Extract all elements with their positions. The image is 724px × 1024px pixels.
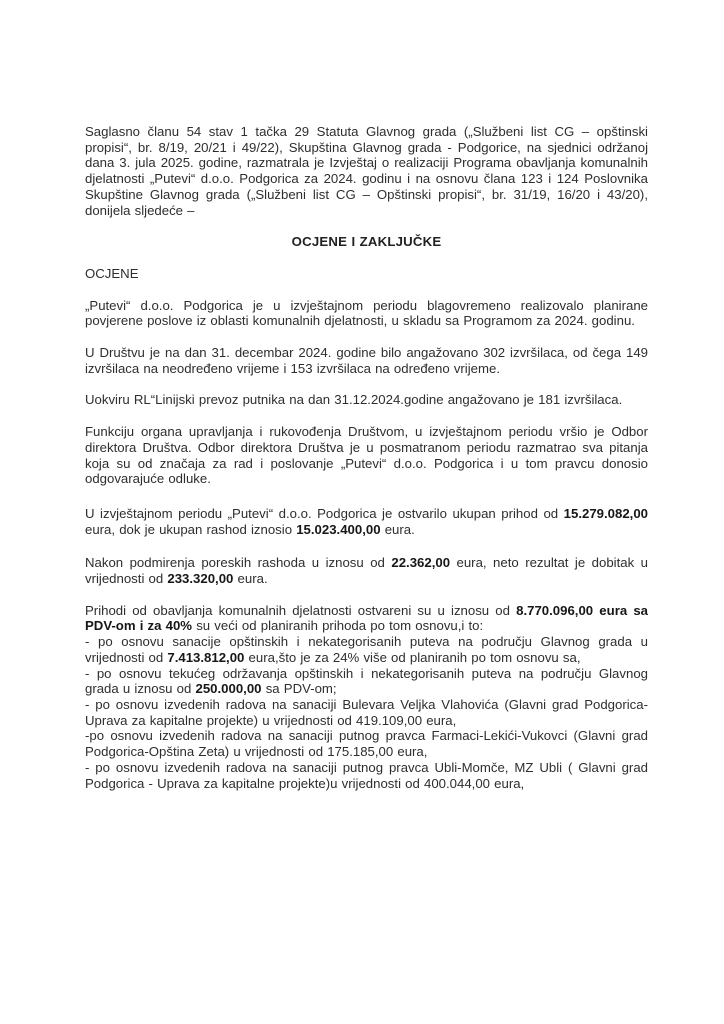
section-label-ocjene: OCJENE	[85, 265, 139, 281]
document-content	[85, 124, 648, 791]
paragraph-odbor-direktora: Funkciju organa upravljanja i rukovođenja Društvom, u izvještajnom periodu vršio je Odbor direktora Društva. Odbor direktora Društva je u posmatranom periodu razmatrao sva pitanja koja su od značaja za rad i poslovanje „Putevi“ d.o.o. Podgorica i u tom pravcu donosio odgovarajuće odluke.	[85, 424, 648, 487]
list-item: - po osnovu tekućeg održavanja opštinskih i nekategorisanih puteva na području Glavnog grada u iznosu od 250.000,00 sa PDV-om;	[85, 665, 648, 697]
paragraph-broj-zaposlenih: U Društvu je na dan 31. decembar 2024. godine bilo angažovano 302 izvršilaca, od čega 149 izvršilaca na neodređeno vrijeme i 153 izvršilaca na određeno vrijeme.	[85, 345, 648, 376]
document-title: OCJENE I ZAKLJUČKE	[291, 234, 442, 250]
prihodi-intro: Prihodi od obavljanja komunalnih djelatnosti ostvareni su u iznosu od 8.770.096,00 eura sa PDV-om i za 40% su veći od planiranih prihoda po tom osnovu,i to:	[85, 602, 648, 634]
paragraph-linijski-prevoz: Uokviru RL“Linijski prevoz putnika na dan 31.12.2024.godine angažovano je 181 izvršilaca.	[85, 392, 623, 408]
list-item: -po osnovu izvedenih radova na sanaciji putnog pravca Farmaci-Lekići-Vukovci (Glavni grad Podgorica-Opština Zeta) u vrijednosti od 175.185,00 eura,	[85, 728, 648, 760]
list-item: - po osnovu izvedenih radova na sanaciji Bulevara Veljka Vlahovića (Glavni grad Podgorica-Uprava za kapitalne projekte) u vrijednosti od 419.109,00 eura,	[85, 696, 648, 728]
paragraph-neto-rezultat: Nakon podmirenja poreskih rashoda u iznosu od 22.362,00 eura, neto rezultat je dobitak u vrijednosti od 233.320,00 eura.	[85, 555, 649, 587]
opening-paragraph: Saglasno članu 54 stav 1 tačka 29 Statuta Glavnog grada („Službeni list CG – opštinski propisi“, br. 8/19, 20/21 i 49/22), Skupština Glavnog grada - Podgorice, na sjednici održanoj dana 3. jula 2025. godine, razmatrala je Izvještaj o realizaciji Programa obavljanja komunalnih djelatnosti „Putevi“ d.o.o. Podgorica za 2024. godinu i na osnovu člana 123 i 124 Poslovnika Skupštine Glavnog grada („Službeni list CG – Opštinski propisi“, br. 31/19, 16/20 i 43/20), donijela sljedeće –	[85, 124, 648, 218]
paragraph-prihod-rashod: U izvještajnom periodu „Putevi“ d.o.o. Podgorica je ostvarilo ukupan prihod od 15.279.082,00 eura, dok je ukupan rashod iznosio 15.023.400,00 eura.	[85, 505, 648, 537]
paragraph-realizacija-programa: „Putevi“ d.o.o. Podgorica je u izvještajnom periodu blagovremeno realizovalo planirane povjerene poslove iz oblasti komunalnih djelatnosti, u skladu sa Programom za 2024. godinu.	[85, 297, 648, 329]
paragraph-prihodi-djelatnosti	[85, 603, 648, 791]
list-item: - po osnovu izvedenih radova na sanaciji putnog pravca Ubli-Momče, MZ Ubli ( Glavni grad Podgorica - Uprava za kapitalne projekte)u vrijednosti od 400.044,00 eura,	[85, 759, 648, 791]
list-item: - po osnovu sanacije opštinskih i nekategorisanih puteva na području Glavnog grada u vrijednosti od 7.413.812,00 eura,što je za 24% više od planiranih po tom osnovu sa,	[85, 634, 648, 665]
